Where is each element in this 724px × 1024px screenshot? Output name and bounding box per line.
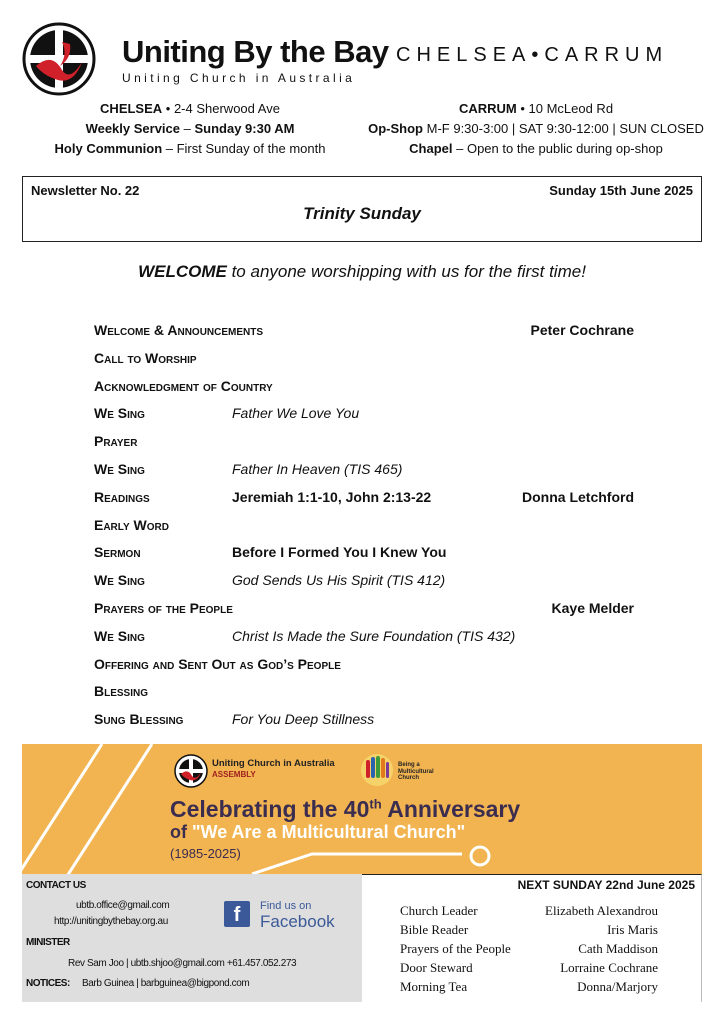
service-row [94, 513, 634, 541]
occasion-title: Trinity Sunday [303, 204, 421, 223]
service-item-detail: For You Deep Stillness [232, 711, 375, 728]
service-item-detail: Father In Heaven (TIS 465) [232, 460, 403, 477]
notices-details: Barb Guinea | barbguinea@bigpond.com [82, 978, 250, 989]
assembly-text [212, 758, 335, 780]
service-item-label: Offering and Sent Out as God’s People [94, 655, 341, 672]
service-item-person: Peter Cochrane [530, 322, 634, 338]
facebook-line2[interactable]: Facebook [260, 912, 335, 931]
service-item-detail: Christ Is Made the Sure Foundation (TIS 432) [232, 627, 516, 644]
roster-row [400, 960, 658, 979]
newsletter-box [22, 176, 702, 242]
service-row [94, 679, 634, 707]
service-row [94, 624, 634, 652]
roster-name: Cath Maddison [578, 941, 658, 956]
service-item-label: We Sing [94, 405, 145, 422]
service-item-label: Sung Blessing [94, 711, 184, 728]
minister-details: Rev Sam Joo | ubtb.shjoo@gmail.com +61.457.052.273 [68, 958, 297, 969]
roster-row [400, 922, 658, 941]
welcome-rest: to anyone worshipping with us for the first time! [226, 262, 586, 281]
roster-name: Elizabeth Alexandrou [545, 903, 658, 918]
uniting-church-logo [22, 22, 96, 96]
chelsea-name: CHELSEA [100, 101, 163, 116]
chapel-label: Chapel [409, 141, 453, 156]
notices-heading: NOTICES: [26, 978, 70, 989]
service-item-label: Prayers of the People [94, 599, 233, 616]
roster-name: Iris Maris [607, 922, 658, 937]
contact-heading: CONTACT US [26, 880, 86, 891]
service-item-label: We Sing [94, 627, 145, 644]
order-of-service [94, 318, 634, 735]
roster-row [400, 903, 658, 922]
assembly-name: Uniting Church in Australia [212, 758, 335, 769]
newsletter-number: Newsletter No. 22 [31, 183, 140, 198]
newsletter-date: Sunday 15th June 2025 [549, 183, 693, 198]
carrum-name: CARRUM [458, 101, 517, 116]
minister-heading: MINISTER [26, 937, 70, 948]
denomination-label: Uniting Church in Australia [122, 71, 356, 85]
opshop-label: Op-Shop [368, 121, 424, 136]
roster-role: Door Steward [400, 960, 473, 975]
roster-role: Church Leader [400, 903, 478, 918]
contact-website[interactable]: http://unitingbythebay.org.au [54, 916, 168, 927]
service-row [94, 374, 634, 402]
next-sunday-panel [362, 874, 702, 1002]
chelsea-info: CHELSEA • 2-4 Sherwood Ave Weekly Service – Sunday 9:30 AM Holy Communion – First Sunday of the month [54, 101, 326, 156]
anniversary-banner [22, 744, 702, 874]
roster-role: Bible Reader [400, 922, 469, 937]
page-subtitle-locations: CHELSEA•CARRUM [396, 44, 669, 66]
roster-row [400, 979, 658, 998]
roster-role: Morning Tea [400, 979, 468, 994]
service-item-detail: Before I Formed You I Knew You [232, 544, 447, 561]
roster-role: Prayers of the People [400, 941, 511, 956]
communion-value: – First Sunday of the month [162, 141, 326, 156]
service-row [94, 652, 634, 680]
service-label: Weekly Service [85, 121, 181, 136]
service-item-label: We Sing [94, 460, 145, 477]
service-row [94, 596, 634, 624]
facebook-line1[interactable]: Find us on [260, 900, 312, 912]
multicultural-badge-text: Being a Multicultural Church [398, 762, 434, 781]
service-item-detail: Father We Love You [232, 405, 360, 422]
service-item-label: Prayer [94, 433, 138, 450]
service-item-label: Sermon [94, 544, 141, 561]
celebration-line1-sup: th [369, 796, 382, 812]
service-row [94, 429, 634, 457]
service-item-person: Donna Letchford [522, 488, 634, 505]
contact-email[interactable]: ubtb.office@gmail.com [76, 900, 170, 911]
service-row [94, 485, 634, 513]
service-item-label: Readings [94, 488, 150, 505]
roster-name: Donna/Marjory [577, 979, 658, 994]
welcome-message [0, 262, 724, 282]
service-item-detail: Jeremiah 1:1-10, John 2:13-22 [232, 488, 432, 505]
next-sunday-heading: NEXT SUNDAY 22nd June 2025 [517, 878, 695, 892]
celebration-quote: "We Are a Multicultural Church" [192, 822, 466, 842]
roster-name: Lorraine Cochrane [560, 960, 658, 975]
celebration-line1-a: Celebrating the 40 [170, 796, 370, 822]
chelsea-address: • 2-4 Sherwood Ave [162, 101, 280, 116]
celebration-line2-a: of [170, 822, 192, 842]
celebration-years: (1985-2025) [170, 846, 241, 861]
facebook-icon[interactable]: f [224, 901, 250, 927]
service-row [94, 707, 634, 735]
service-item-label: Welcome & Announcements [94, 322, 264, 338]
roster-row [400, 941, 658, 960]
chapel-value: – Open to the public during op-shop [452, 141, 663, 156]
service-row [94, 568, 634, 596]
communion-label: Holy Communion [54, 141, 163, 156]
service-item-label: We Sing [94, 572, 145, 589]
service-row [94, 318, 634, 346]
assembly-logo [174, 754, 208, 788]
opshop-hours: M-F 9:30-3:00 | SAT 9:30-12:00 | SUN CLOSED [423, 121, 704, 136]
service-row [94, 401, 634, 429]
service-item-detail: God Sends Us His Spirit (TIS 412) [232, 572, 446, 589]
assembly-sub: ASSEMBLY [212, 770, 256, 779]
service-row [94, 346, 634, 374]
celebration-line2 [170, 822, 465, 843]
service-time: Sunday 9:30 AM [194, 121, 295, 136]
service-row [94, 540, 634, 568]
service-item-label: Blessing [94, 683, 149, 700]
contact-panel [22, 874, 362, 1002]
service-item-person: Kaye Melder [551, 599, 634, 616]
service-item-label: Call to Worship [94, 349, 197, 366]
next-sunday-roster [400, 903, 658, 998]
multicultural-hands-icon [360, 752, 394, 788]
page-title: Uniting By the Bay [122, 34, 389, 69]
service-item-label: Early Word [94, 516, 169, 533]
celebration-line1 [170, 796, 520, 823]
service-item-label: Acknowledgment of Country [94, 377, 273, 394]
welcome-bold: WELCOME [138, 262, 227, 281]
service-row [94, 457, 634, 485]
carrum-info [362, 99, 710, 159]
celebration-line1-b: Anniversary [381, 796, 521, 822]
carrum-address: • 10 McLeod Rd [516, 101, 614, 116]
